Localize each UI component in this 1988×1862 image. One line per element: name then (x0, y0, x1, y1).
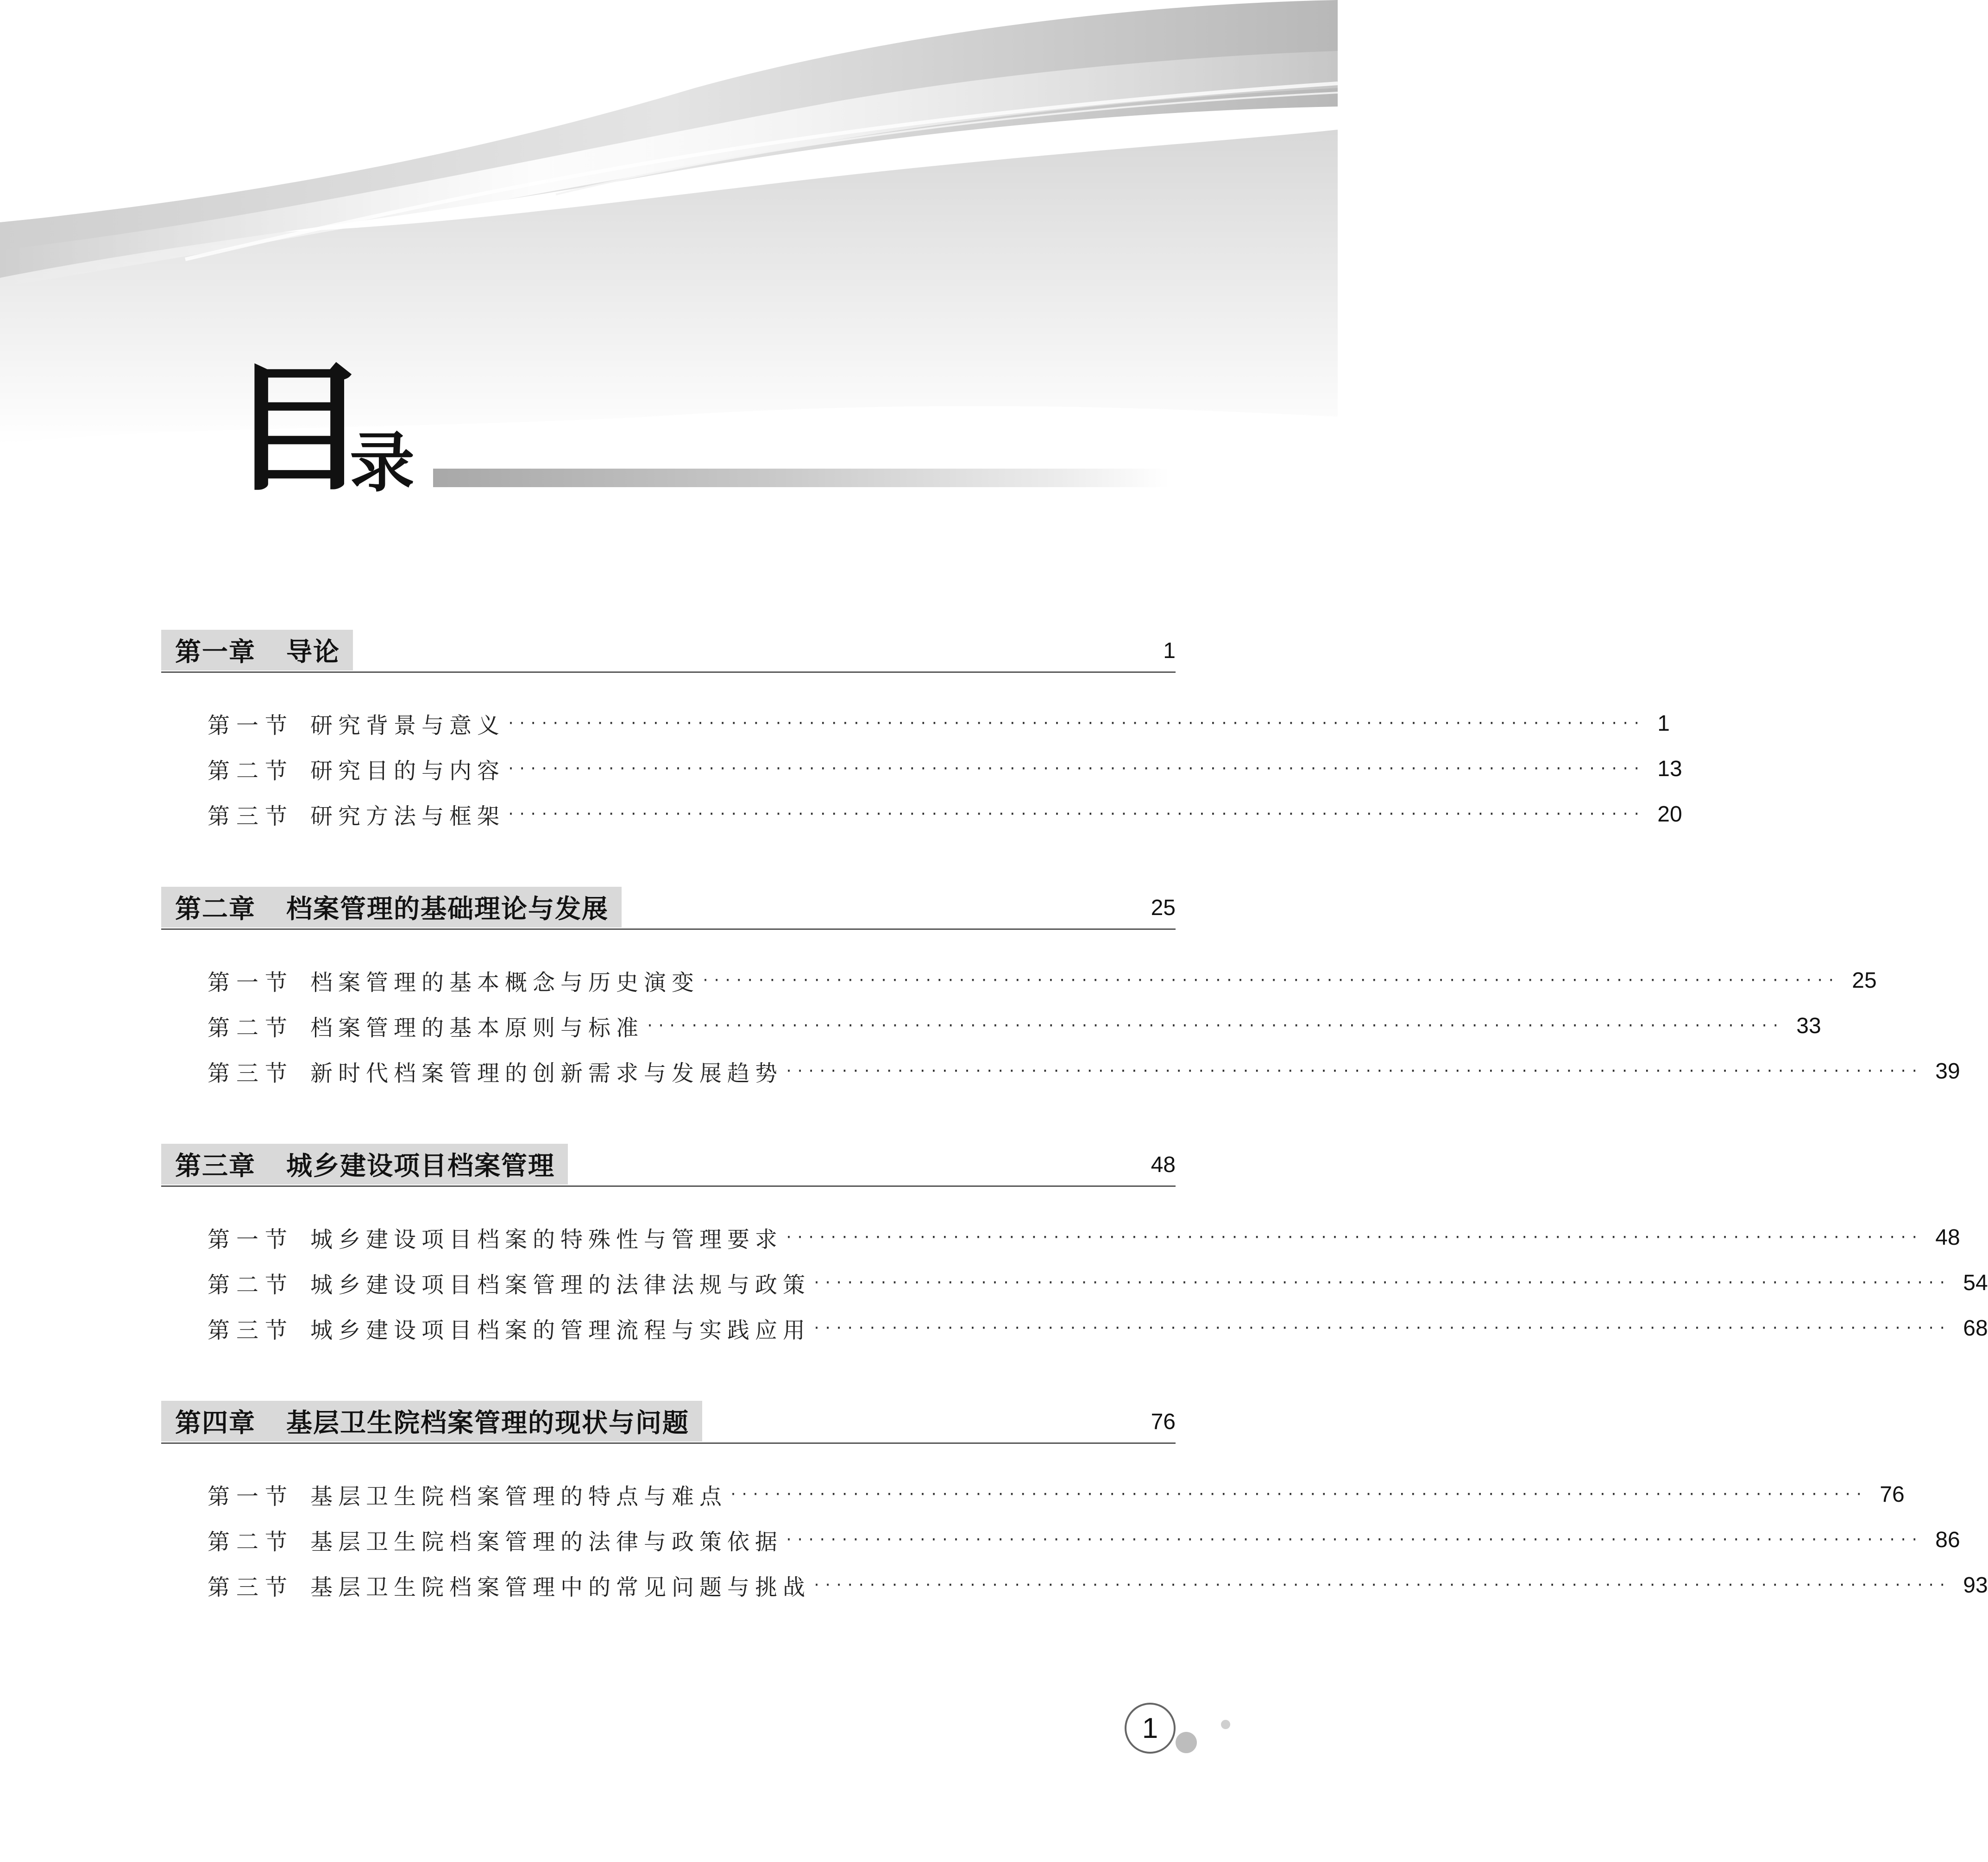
section-label: 第二节 (208, 1272, 294, 1298)
chapter-label: 第一章 (175, 637, 256, 667)
chapter-heading[interactable] (161, 887, 1176, 930)
toc-entry[interactable] (161, 701, 1670, 746)
dot-leader: ······································································································ (812, 1274, 1950, 1291)
chapter-heading[interactable] (161, 630, 1176, 673)
dot-leader: ······································································································ (812, 1577, 1950, 1593)
chapter-label: 第三章 (175, 1151, 256, 1181)
section-title: 研究背景与意义 (310, 712, 505, 739)
section-page-number: 93 (1963, 1573, 1988, 1598)
page-number-badge: 1 (1125, 1703, 1176, 1754)
section-label: 第二节 (208, 1529, 294, 1555)
title-underline-bar (433, 469, 1170, 487)
section-page-number: 1 (1657, 711, 1670, 736)
toc-entry[interactable] (161, 1048, 1960, 1094)
chapter-page-number: 76 (1151, 1410, 1176, 1434)
section-list (161, 930, 1960, 1094)
dot-leader: ······································································································ (646, 1017, 1783, 1034)
chapter-tab (161, 1144, 568, 1185)
section-label: 第三节 (208, 1060, 294, 1086)
toc-entry[interactable] (161, 1003, 1821, 1048)
chapter-1 (161, 630, 1682, 887)
chapter-tab (161, 1401, 702, 1442)
section-label: 第一节 (208, 712, 294, 739)
toc-entry[interactable] (161, 1472, 1905, 1517)
section-title: 城乡建设项目档案的管理流程与实践应用 (310, 1317, 811, 1343)
section-label: 第三节 (208, 803, 294, 829)
section-page-number: 13 (1657, 756, 1682, 781)
section-title: 档案管理的基本概念与历史演变 (310, 969, 700, 996)
chapter-title: 基层卫生院档案管理的现状与问题 (286, 1408, 689, 1438)
section-title: 研究方法与框架 (310, 803, 505, 829)
chapter-page-number: 48 (1151, 1153, 1176, 1177)
section-list (161, 673, 1682, 837)
toc-entry[interactable] (161, 1305, 1988, 1351)
section-page-number: 54 (1963, 1270, 1988, 1295)
section-title: 城乡建设项目档案管理的法律法规与政策 (310, 1272, 811, 1298)
section-page-number: 76 (1880, 1482, 1905, 1507)
toc-entry[interactable] (161, 1562, 1988, 1608)
table-of-contents (161, 630, 1988, 1658)
section-title: 基层卫生院档案管理中的常见问题与挑战 (310, 1574, 811, 1600)
section-title: 新时代档案管理的创新需求与发展趋势 (310, 1060, 783, 1086)
section-label: 第一节 (208, 1226, 294, 1253)
chapter-title: 城乡建设项目档案管理 (286, 1151, 555, 1181)
section-list (161, 1187, 1988, 1351)
section-page-number: 48 (1935, 1225, 1960, 1250)
chapter-page-number: 25 (1151, 896, 1176, 920)
toc-entry[interactable] (161, 958, 1877, 1003)
section-title: 基层卫生院档案管理的特点与难点 (310, 1483, 728, 1510)
chapter-2 (161, 887, 1960, 1144)
chapter-tab (161, 887, 622, 928)
toc-title-char-2: 录 (350, 425, 415, 501)
chapter-page-number: 1 (1163, 639, 1176, 663)
dot-leader: ······································································································ (785, 1531, 1922, 1548)
section-title: 研究目的与内容 (310, 758, 505, 784)
dot-leader: ······································································································ (785, 1229, 1922, 1246)
chapter-heading[interactable] (161, 1144, 1176, 1187)
chapter-3 (161, 1144, 1988, 1401)
dot-leader: ······································································································ (507, 806, 1644, 822)
chapter-tab (161, 630, 353, 671)
chapter-title: 档案管理的基础理论与发展 (286, 894, 609, 924)
toc-entry[interactable] (161, 1215, 1960, 1260)
chapter-label: 第二章 (175, 894, 256, 924)
decorative-dot-small (1221, 1720, 1230, 1729)
dot-leader: ······································································································ (507, 715, 1644, 732)
dot-leader: ······································································································ (701, 972, 1838, 989)
section-page-number: 86 (1935, 1527, 1960, 1552)
section-label: 第三节 (208, 1317, 294, 1343)
dot-leader: ······································································································ (507, 760, 1644, 777)
chapter-heading[interactable] (161, 1401, 1176, 1444)
section-label: 第一节 (208, 1483, 294, 1510)
decorative-wave-background (0, 0, 1338, 463)
section-label: 第三节 (208, 1574, 294, 1600)
chapter-4 (161, 1401, 1988, 1658)
section-page-number: 33 (1796, 1013, 1821, 1038)
toc-entry[interactable] (161, 791, 1682, 837)
toc-entry[interactable] (161, 1517, 1960, 1562)
toc-entry[interactable] (161, 746, 1682, 791)
section-page-number: 68 (1963, 1316, 1988, 1341)
section-title: 档案管理的基本原则与标准 (310, 1015, 644, 1041)
section-label: 第二节 (208, 1015, 294, 1041)
chapter-label: 第四章 (175, 1408, 256, 1438)
section-label: 第一节 (208, 969, 294, 996)
section-label: 第二节 (208, 758, 294, 784)
section-page-number: 25 (1852, 968, 1877, 993)
section-page-number: 39 (1935, 1059, 1960, 1084)
dot-leader: ······································································································ (729, 1486, 1866, 1503)
section-title: 城乡建设项目档案的特殊性与管理要求 (310, 1226, 783, 1253)
section-page-number: 20 (1657, 802, 1682, 827)
section-title: 基层卫生院档案管理的法律与政策依据 (310, 1529, 783, 1555)
dot-leader: ······································································································ (785, 1063, 1922, 1079)
toc-entry[interactable] (161, 1260, 1988, 1305)
dot-leader: ······································································································ (812, 1320, 1950, 1336)
toc-title-char-1: 目 (229, 346, 368, 510)
chapter-title: 导论 (286, 637, 340, 667)
decorative-dot-large (1176, 1732, 1197, 1753)
section-list (161, 1444, 1988, 1608)
